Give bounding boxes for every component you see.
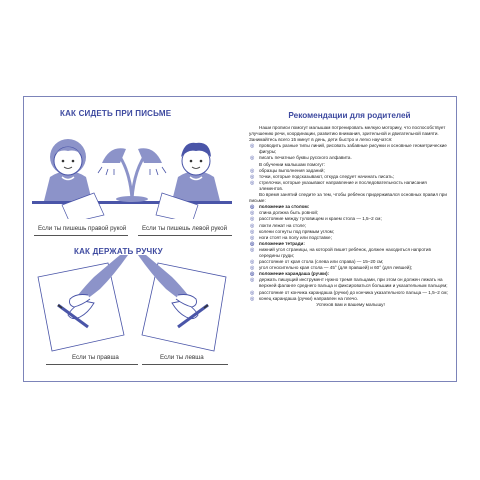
list-item: ◎ точки, которые подсказывают, откуда следует начинать писать; bbox=[249, 174, 452, 180]
pen-illustration bbox=[28, 255, 238, 353]
list-item: ◎ нижний угол страницы, на которой пишет ребёнок, должен находиться напротив середины груди; bbox=[249, 247, 452, 259]
left-handed-caption: Если ты левша bbox=[160, 354, 204, 361]
help-intro: В обучении малышам помогут: bbox=[259, 161, 326, 167]
pen-title: КАК ДЕРЖАТЬ РУЧКУ bbox=[74, 247, 163, 256]
left-panel bbox=[24, 97, 241, 381]
caption-underline-right bbox=[138, 235, 232, 236]
list-item: ◎ спина должна быть ровной; bbox=[249, 210, 452, 216]
notebook-heading: ◎ положение тетради: bbox=[249, 241, 452, 247]
right-handed-caption: Если ты правша bbox=[72, 354, 119, 361]
sitting-title: КАК СИДЕТЬ ПРИ ПИСЬМЕ bbox=[60, 109, 172, 118]
list-item: ◎ писать печатные буквы русского алфавита. bbox=[249, 155, 452, 161]
intro-paragraph: Наши прописи помогут малышам потренировать мелкую моторику, что поспособствует улучшению речи, координации, развитию внимания, зрительной и двигательной памяти. Занимайтесь всего 15 минут в день, дети быстро и легко научатся: bbox=[249, 125, 446, 143]
list-item: ◎ образцы выполнения заданий; bbox=[249, 168, 452, 174]
list-item: ◎ расстояние от края стола (слева или справа) — 15–20 см; bbox=[249, 259, 452, 265]
list-item: ◎ держать пишущий инструмент нужно тремя пальцами, при этом он должен лежать на верхней фаланге среднего пальца и фиксироваться большим и указательным пальцем; bbox=[249, 277, 452, 289]
list-item: ◎ ноги стоят на полу или подставке; bbox=[249, 235, 452, 241]
caption-underline-left bbox=[34, 235, 128, 236]
right-panel bbox=[241, 97, 458, 381]
list-item: ◎ расстояние от кончика карандаша (ручки) до кончика указательного пальца — 1,5–2 см; bbox=[249, 290, 452, 296]
posture-heading: ◎ положение за столом: bbox=[249, 204, 452, 210]
list-item: ◎ локти лежат на столе; bbox=[249, 223, 452, 229]
worksheet-page bbox=[23, 96, 457, 382]
caption-underline-left-handed bbox=[142, 364, 228, 365]
left-hand-caption: Если ты пишешь левой рукой bbox=[142, 225, 228, 232]
list-item: ◎ колени согнуты под прямым углом; bbox=[249, 229, 452, 235]
list-item: ◎ угол относительно края стола — 45° (для правшей) и 60° (для левшей); bbox=[249, 265, 452, 271]
thanks-text: Успехов вам и вашему малышу! bbox=[316, 301, 385, 307]
list-item: ◎ конец карандаша (ручки) направлен на плечо. bbox=[249, 296, 452, 302]
pencil-heading: ◎ положение карандаша (ручки): bbox=[249, 271, 452, 277]
sitting-illustration bbox=[32, 119, 232, 219]
list-item: ◎ проводить разные типы линий, рисовать забавные рисунки и основные геометрические фигуры; bbox=[249, 143, 452, 155]
desk-lamp bbox=[98, 148, 166, 202]
girl-figure bbox=[44, 139, 92, 201]
list-item: ◎ расстояние между туловищем и краем стола — 1,5–2 см; bbox=[249, 216, 452, 222]
list-item: ◎ стрелочки, которые указывают направление и последовательность написания элементов. bbox=[249, 180, 452, 192]
recommendations-title: Рекомендации для родителей bbox=[288, 111, 411, 120]
boy-figure bbox=[172, 143, 220, 201]
right-hand-caption: Если ты пишешь правой рукой bbox=[38, 225, 127, 232]
caption-underline-right-handed bbox=[46, 364, 138, 365]
recommendations-text bbox=[249, 125, 452, 308]
watch-intro: Во время занятий следите за тем, чтобы ребёнок придерживался основных правил при письме: bbox=[249, 192, 447, 204]
